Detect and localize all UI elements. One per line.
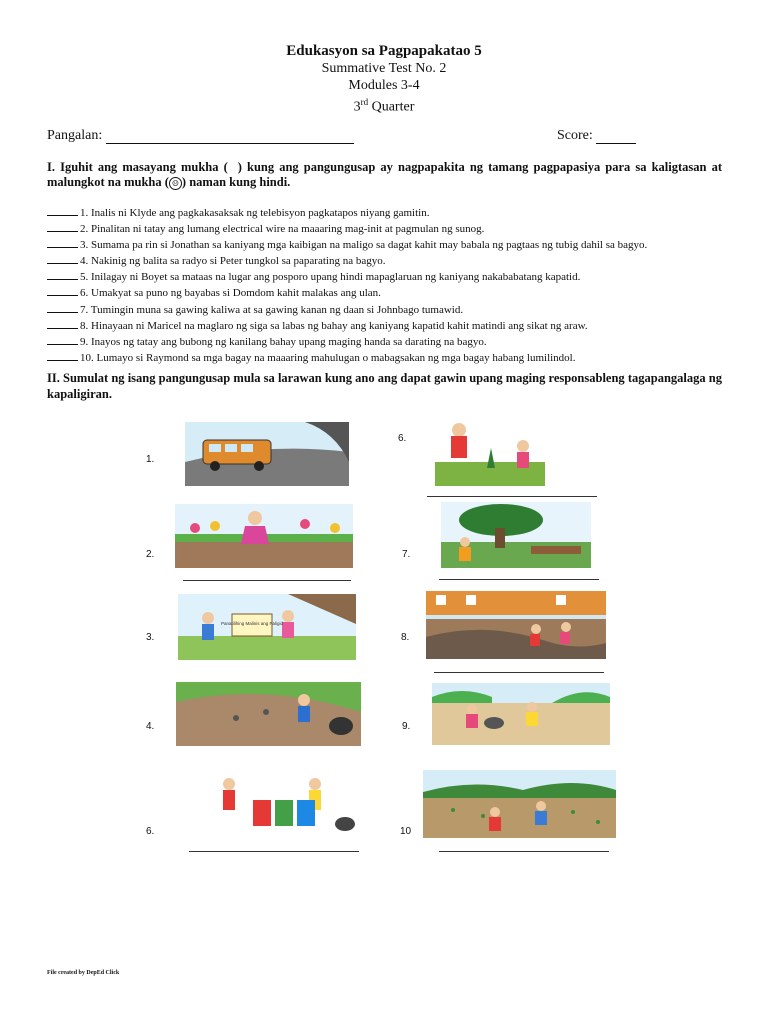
item-text: 5. Inilagay ni Boyet sa mataas na lugar ang posporo upang hindi mapaglaruan ng kaniyang nakababatang kapatid.: [80, 271, 581, 284]
picture-label: 3.: [146, 632, 155, 643]
document-title: Edukasyon sa Pagpapakatao 5: [286, 43, 482, 59]
list-item: [47, 317, 727, 333]
item-text: 10. Lumayo si Raymond sa mga bagay na maaaring mahulugan o mabagsakan ng mga bagay habang lumilindol.: [80, 351, 576, 364]
list-item: [47, 220, 727, 236]
picture-kids-recycling: [193, 770, 367, 834]
list-item: [47, 301, 727, 317]
item-text: 3. Sumama pa rin si Jonathan sa kaniyang mga kaibigan na maligo sa dagat kahit may babala ng pagtaas ng tubig dahil sa bagyo.: [80, 239, 648, 252]
part2-instructions: II. Sumulat ng isang pangungusap mula sa larawan kung ano ang dapat gawin upang maging responsableng tagapangalaga ng kapaligiran.: [47, 371, 722, 401]
list-item: [47, 333, 727, 349]
score-blank-line[interactable]: [596, 129, 636, 144]
picture-label: 9.: [402, 721, 411, 732]
answer-blank[interactable]: [47, 252, 78, 264]
picture-label: 7.: [402, 549, 411, 560]
name-label: Pangalan:: [47, 128, 103, 143]
part1-instructions: [47, 160, 722, 190]
item-text: 4. Nakinig ng balita sa radyo si Peter tungkol sa paparating na bagyo.: [80, 255, 386, 268]
item-text: 2. Pinalitan ni tatay ang lumang electrical wire na maaaring mag-init at pagmulan ng sunog.: [80, 223, 485, 236]
picture-label: 10: [400, 826, 412, 837]
answer-blank[interactable]: [47, 236, 78, 248]
picture-factory-river: [426, 591, 606, 659]
part1-instr-a: I. Iguhit ang masayang mukha (: [47, 160, 228, 174]
answer-line[interactable]: [183, 580, 351, 581]
picture-boy-trash: [176, 682, 361, 746]
list-item: [47, 252, 727, 268]
modules-line: Modules 3-4: [348, 78, 420, 93]
answer-line[interactable]: [427, 496, 597, 497]
picture-dry-field: [423, 770, 616, 838]
document-header: [0, 43, 768, 116]
name-blank-line[interactable]: [106, 129, 354, 144]
answer-line[interactable]: [439, 579, 599, 580]
picture-kids-sign: [178, 594, 356, 660]
picture-tree-cutting: [441, 502, 591, 568]
quarter-line: [0, 94, 768, 116]
quarter-suffix: rd: [360, 97, 369, 107]
answer-blank[interactable]: [47, 268, 78, 280]
part1-instr-c: ) naman kung hindi.: [181, 175, 291, 189]
item-text: 8. Hinayaan ni Maricel na maglaro ng siga sa labas ng bahay ang kaniyang kapatid kahit matindi ang sikat ng araw.: [80, 319, 588, 332]
picture-label: 4.: [146, 721, 155, 732]
picture-label: 2.: [146, 549, 155, 560]
answer-blank[interactable]: [47, 204, 78, 216]
footer-credit: File created by DepEd Click: [47, 970, 120, 976]
part1-items: [47, 204, 727, 365]
score-label: Score:: [557, 128, 593, 143]
test-number: Summative Test No. 2: [321, 61, 447, 76]
picture-kids-cleaning: [432, 683, 610, 745]
answer-blank[interactable]: [47, 317, 78, 329]
picture-label: 6.: [146, 826, 155, 837]
item-text: 7. Tumingin muna sa gawing kaliwa at sa gawing kanan ng daan si Johnbago tumawid.: [80, 303, 464, 316]
answer-blank[interactable]: [47, 220, 78, 232]
sad-face-icon: ☹: [169, 177, 182, 190]
item-text: 6. Umakyat sa puno ng bayabas si Domdom kahit malakas ang ulan.: [80, 287, 381, 300]
item-text: 1. Inalis ni Klyde ang pagkakasaksak ng telebisyon pagkatapos niyang gamitin.: [80, 207, 430, 219]
name-score-row: [47, 128, 727, 144]
picture-label: 6.: [398, 433, 407, 444]
score-field: [557, 128, 636, 144]
answer-line[interactable]: [434, 672, 604, 673]
quarter-number: 3: [353, 99, 361, 115]
item-text: 9. Inayos ng tatay ang bubong ng kanilang bahay upang maging handa sa darating na bagyo.: [80, 335, 487, 348]
picture-jeepney: [185, 422, 349, 486]
list-item: [47, 349, 727, 365]
answer-line[interactable]: [439, 851, 609, 852]
answer-blank[interactable]: [47, 333, 78, 345]
part1-instr-b: ) kung ang pangungusap ay nagpapakita ng tamang pagpapasiya para sa kaligtasan at malungkot na mukha (: [47, 160, 722, 189]
list-item: [47, 204, 727, 220]
quarter-word: Quarter: [368, 99, 415, 115]
answer-line[interactable]: [189, 851, 359, 852]
sign-text: Panatilihing Malinis ang Paligid: [220, 621, 284, 626]
picture-girl-garden: [175, 504, 353, 568]
list-item: [47, 284, 727, 300]
picture-label: 8.: [401, 632, 410, 643]
answer-blank[interactable]: [47, 349, 78, 361]
answer-blank[interactable]: [47, 301, 78, 313]
picture-label: 1.: [146, 454, 155, 465]
answer-blank[interactable]: [47, 284, 78, 296]
picture-planting: [435, 418, 545, 486]
list-item: [47, 236, 727, 252]
list-item: [47, 268, 727, 284]
